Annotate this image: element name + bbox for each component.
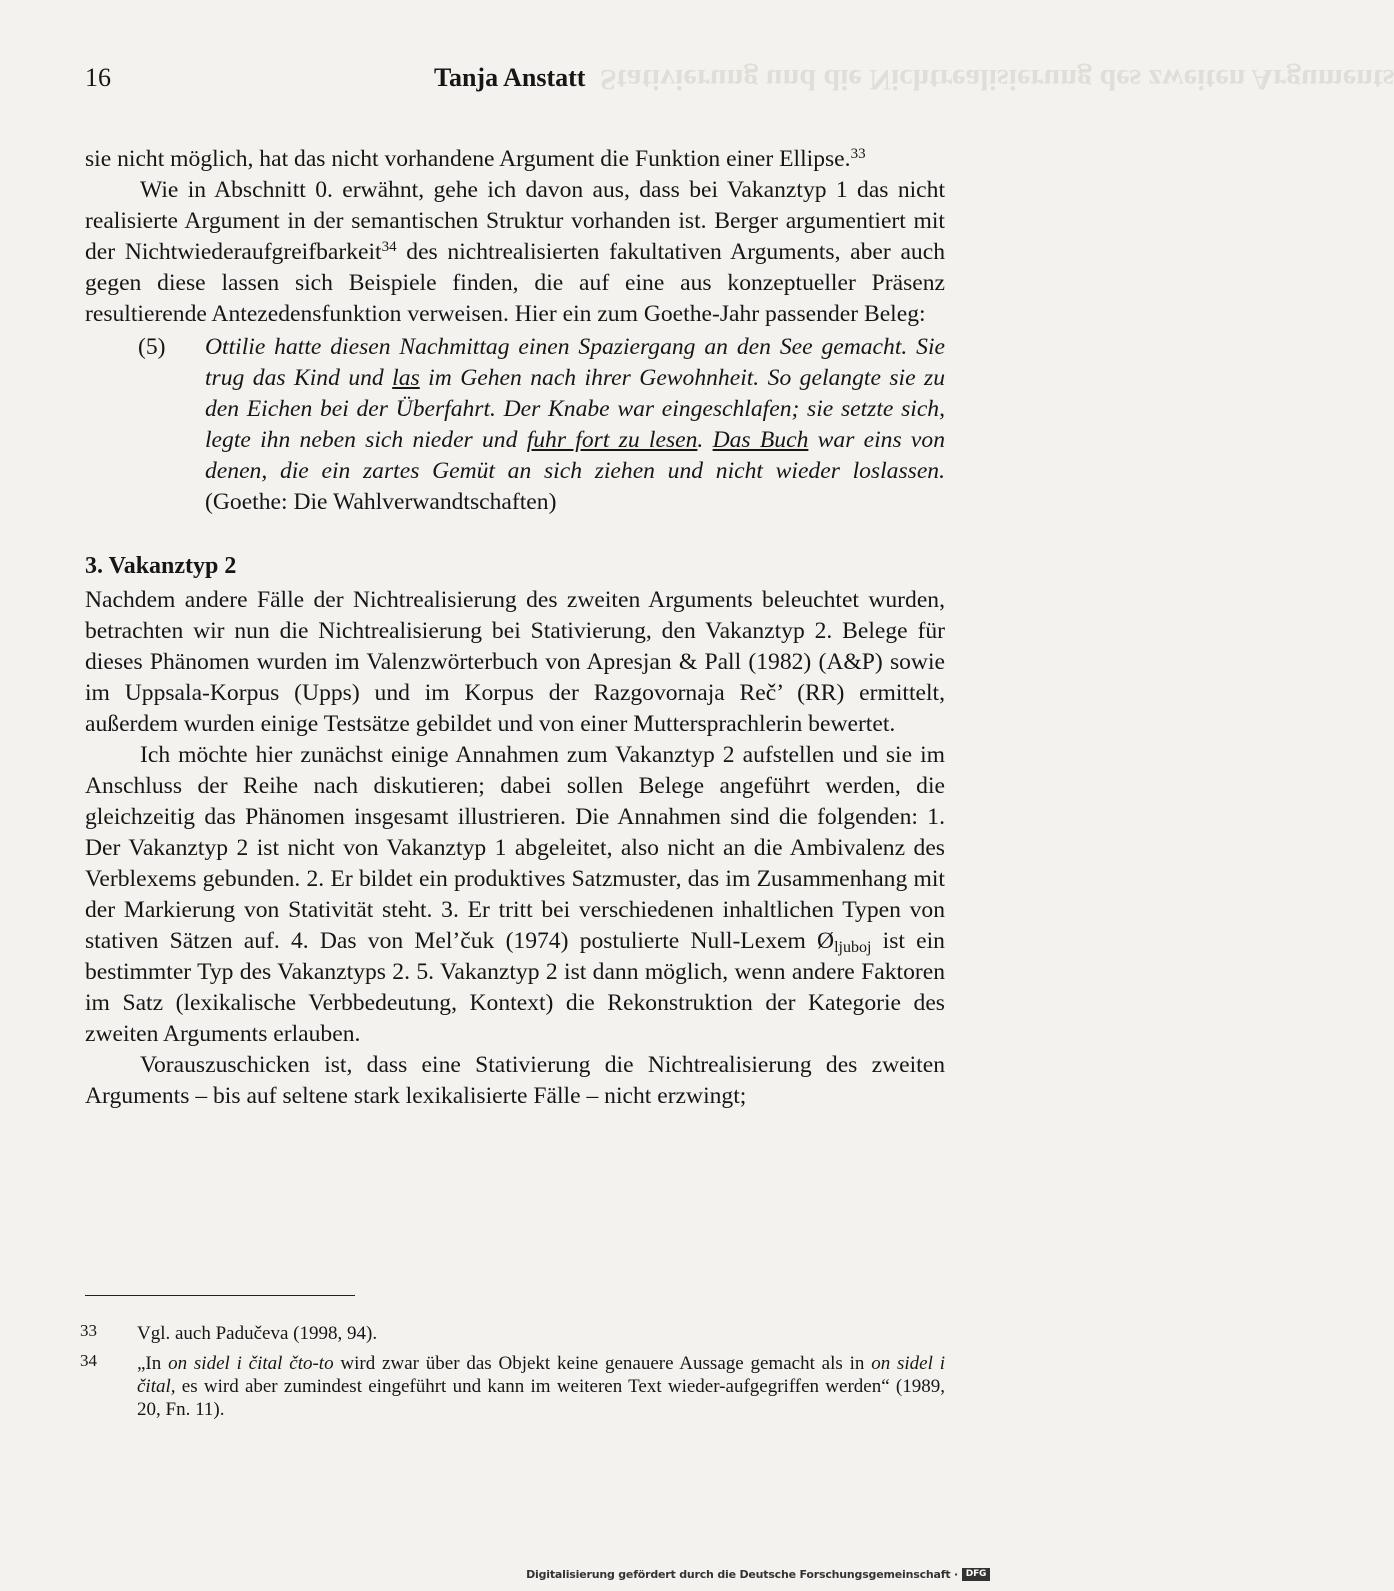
underlined-fuhr-fort: fuhr fort zu lesen — [526, 427, 698, 453]
footnote-33: 33 Vgl. auch Padučeva (1998, 94). — [80, 1321, 378, 1344]
paragraph-5: Vorauszuschicken ist, dass eine Stativierung die Nichtrealisierung des zweiten Arguments – bis auf seltene stark lexikalisierte Fälle – nicht erzwingt; — [85, 1052, 945, 1109]
underlined-las: las — [392, 365, 420, 391]
dfg-logo-icon: DFG — [962, 1568, 990, 1581]
footnote-ref-34: 34 — [381, 239, 397, 255]
digitization-credit — [526, 1568, 990, 1581]
footnote-ref-33: 33 — [850, 146, 866, 162]
footnote-number: 33 — [80, 1321, 97, 1340]
underlined-das-buch: Das Buch — [712, 427, 809, 453]
page-number: 16 — [85, 63, 111, 92]
footnote-number: 34 — [80, 1351, 97, 1370]
footnote-separator — [85, 1295, 355, 1296]
subscript-ljuboj: ljuboj — [834, 939, 872, 956]
page-header — [85, 63, 945, 97]
main-text — [85, 144, 945, 1112]
example-5 — [85, 332, 945, 518]
example-number: (5) — [138, 334, 166, 360]
paragraph-3: Nachdem andere Fälle der Nichtrealisierung des zweiten Arguments beleuchtet wurden, betrachten wir nun die Nichtrealisierung bei Stativierung, den Vakanztyp 2. Belege für dieses Phänomen wurden im Valenzwörterbuch von Apresjan & Pall (1982) (A&P) sowie im Uppsala-Korpus (Upps) und im Korpus der Razgovornaja Reč’ (RR) ermittelt, außerdem wurden einige Testsätze gebildet und von einer Muttersprachlerin bewertet. — [85, 587, 945, 737]
credit-text: Digitalisierung gefördert durch die Deutsche Forschungsgemeinschaft · — [526, 1568, 958, 1581]
paragraph-4: Ich möchte hier zunächst einige Annahmen zum Vakanztyp 2 aufstellen und sie im Anschluss der Reihe nach diskutieren; dabei sollen Belege angeführt werden, die gleichzeitig das Phänomen insgesamt illustrieren. Die Annahmen sind die folgenden: 1. Der Vakanztyp 2 ist nicht von Vakanztyp 1 abgeleitet, also nicht an die Ambivalenz des Verblexems gebunden. 2. Er bildet ein produktives Satzmuster, das im Zusammenhang mit der Markierung von Stativität steht. 3. Er tritt bei verschiedenen inhaltlichen Typen von stativen Sätzen auf. 4. Das von Mel’čuk (1974) postulierte Null-Lexem $Ø_{ljuboj}$ ist ein bestimmter Typ des Vakanztyps 2. 5. Vakanztyp 2 ist dann möglich, wenn andere Faktoren im Satz (lexikalische Verbbedeutung, Kontext) die Rekonstruktion der Kategorie des zweiten Arguments erlauben. — [85, 742, 945, 1047]
paragraph-2: Wie in Abschnitt 0. erwähnt, gehe ich davon aus, dass bei Vakanztyp 1 das nicht realisierte Argument in der semantischen Struktur vorhanden ist. Berger argumentiert mit der Nichtwiederaufgreifbarkeit$^{34}$ des nichtrealisierten fakultativen Arguments, aber auch gegen diese lassen sich Beispiele finden, die auf eine aus konzeptueller Präsenz resultierende Antezedensfunktion verweisen. Hier ein zum Goethe-Jahr passender Beleg: — [85, 177, 945, 327]
paragraph-1: sie nicht möglich, hat das nicht vorhandene Argument die Funktion einer Ellipse.$^{33}$ — [85, 146, 866, 172]
example-quote: Ottilie hatte diesen Nachmittag einen Spaziergang an den See gemacht. Sie trug das Kind und las im Gehen nach ihrer Gewohnheit. So gelangte sie zu den Eichen bei der Überfahrt. Der Knabe war eingeschlafen; sie setzte sich, legte ihn neben sich nieder und fuhr fort zu lesen. Das Buch war eins von denen, die ein zartes Gemüt an sich ziehen und nicht wieder loslassen. (Goethe: Die Wahlverwandtschaften) — [205, 334, 945, 515]
running-head: Tanja Anstatt — [434, 63, 586, 92]
section-heading: 3. Vakanztyp 2 — [85, 553, 237, 579]
footnotes — [80, 1321, 945, 1428]
example-source: (Goethe: Die Wahlverwandtschaften) — [205, 489, 557, 515]
bleed-through-heading: Stativierung und die Nichtrealisierung des zweiten Arguments — [600, 63, 1394, 96]
footnote-34: 34 „In on sidel i čital čto-to wird zwar über das Objekt keine genauere Aussage gemacht als in on sidel i čital, es wird aber zumindest eingeführt und kann im weiteren Text wieder-aufgegriffen werden“ (1989, 20, Fn. 11). — [80, 1351, 945, 1420]
